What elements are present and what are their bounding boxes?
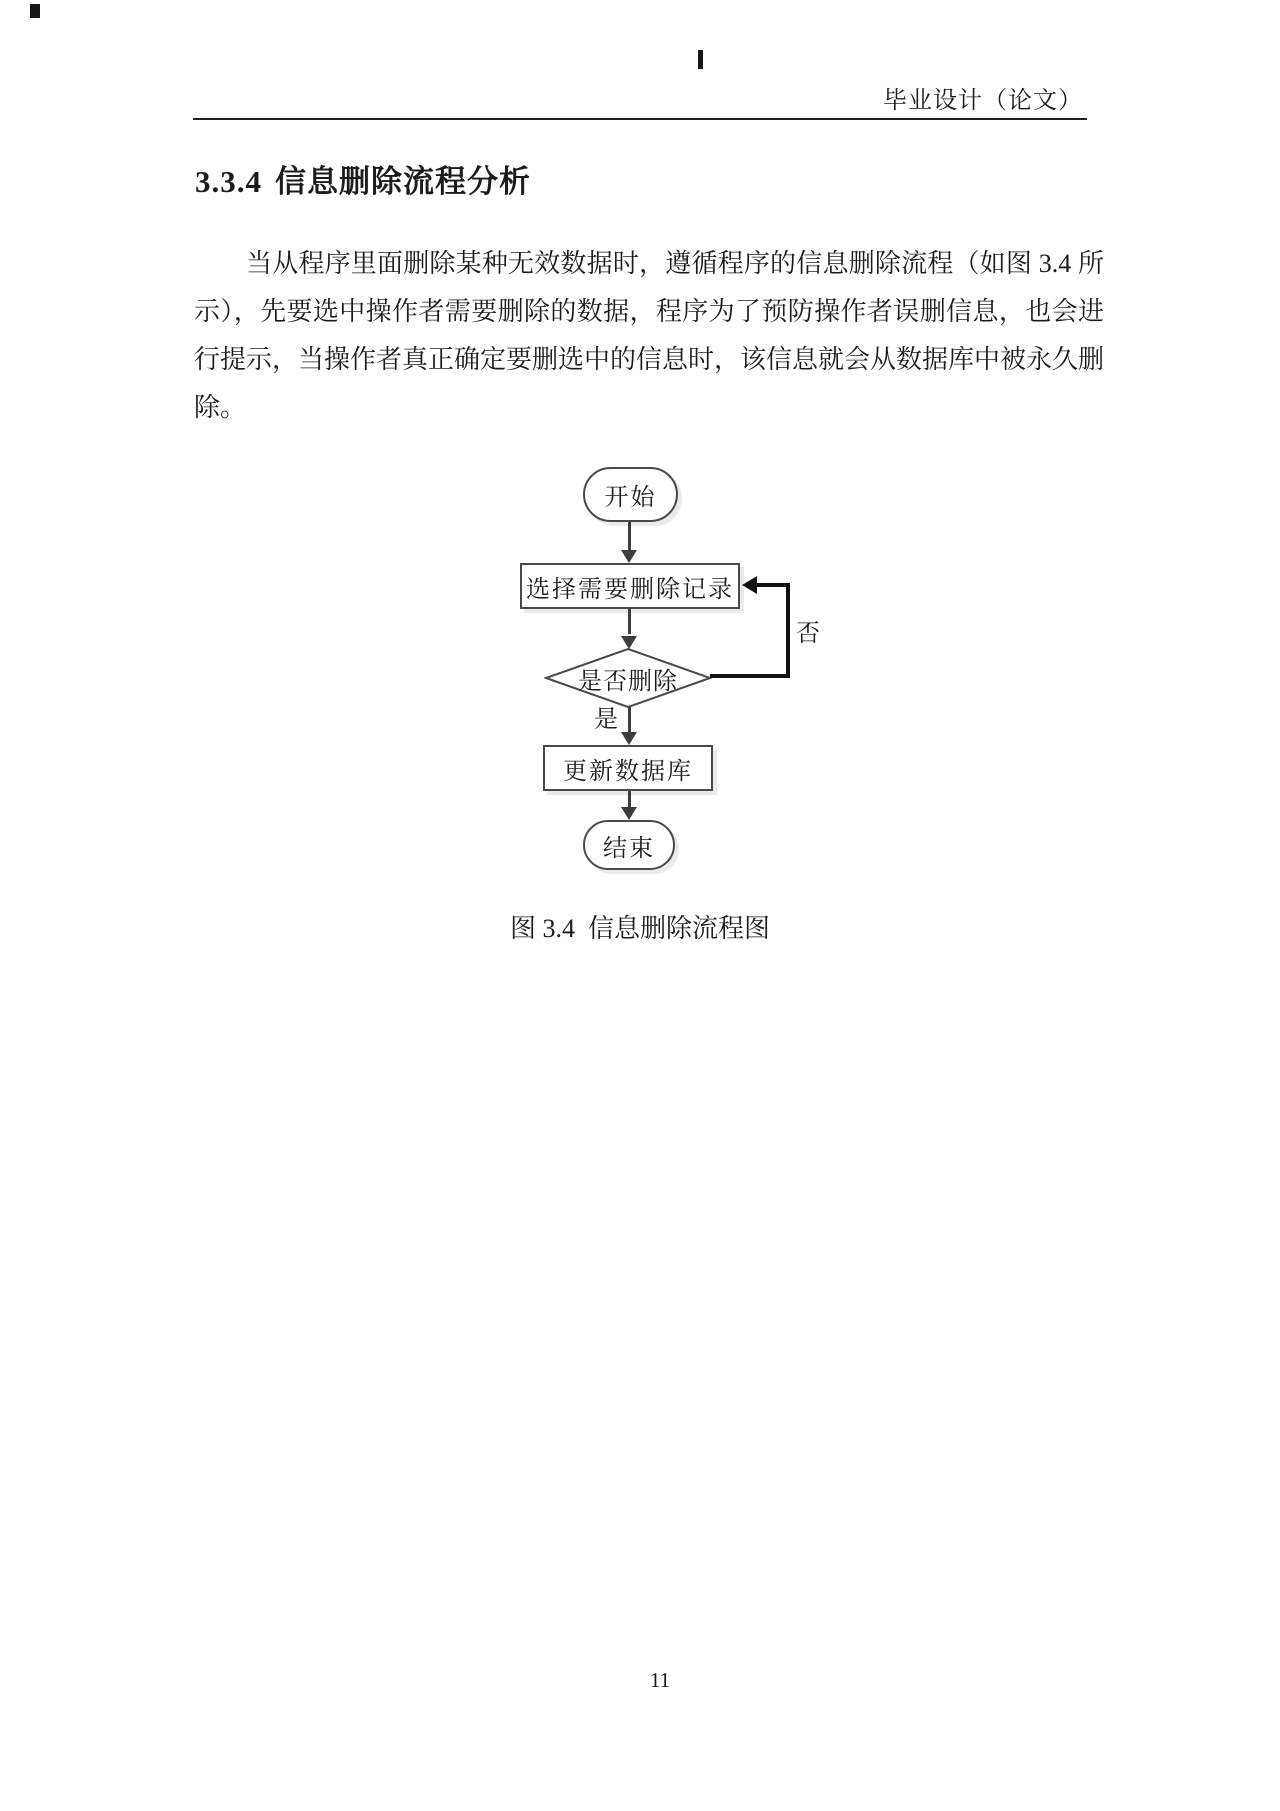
end-terminator: 结束 (583, 820, 675, 870)
stray-caret-mark (698, 50, 703, 69)
decision-diamond (544, 648, 712, 708)
figure-caption: 图 3.4 信息删除流程图 (509, 914, 770, 943)
paragraph-line: 行提示，当操作者真正确定要删选中的信息时，该信息就会从数据库中被永久删 (194, 345, 1104, 374)
connector-decision-to-update (628, 707, 631, 732)
no-loop-line-bottom (710, 674, 790, 678)
start-terminator: 开始 (583, 467, 678, 522)
no-loop-line-vertical (786, 583, 790, 678)
decision-label: 是否删除 (578, 668, 678, 695)
arrow-down-icon (621, 550, 637, 563)
yes-branch-label: 是 (594, 707, 618, 733)
section-title: 信息删除流程分析 (275, 164, 531, 199)
running-header: 毕业设计（论文） (883, 88, 1083, 114)
arrow-down-icon (621, 807, 637, 820)
paragraph-line: 除。 (194, 393, 247, 422)
arrow-down-icon (621, 732, 637, 745)
connector-select-to-decision (628, 609, 631, 634)
section-heading (195, 156, 531, 201)
connector-start-to-select (628, 522, 631, 550)
paragraph-line: 示），先要选中操作者需要删除的数据，程序为了预防操作者误删信息，也会进 (194, 297, 1104, 326)
connector-update-to-end (628, 791, 631, 807)
process-update-database: 更新数据库 (543, 745, 713, 791)
no-loop-line-top (756, 583, 790, 587)
section-number: 3.3.4 (195, 164, 262, 199)
arrow-left-icon (742, 576, 757, 594)
stray-corner-mark (30, 4, 40, 18)
process-select-record: 选择需要删除记录 (520, 563, 740, 609)
no-branch-label: 否 (796, 621, 820, 647)
header-divider (193, 118, 1087, 120)
paragraph (194, 240, 1104, 432)
paragraph-line: 当从程序里面删除某种无效数据时，遵循程序的信息删除流程（如图 3.4 所 (246, 249, 1104, 278)
page-number: 11 (649, 1668, 671, 1692)
